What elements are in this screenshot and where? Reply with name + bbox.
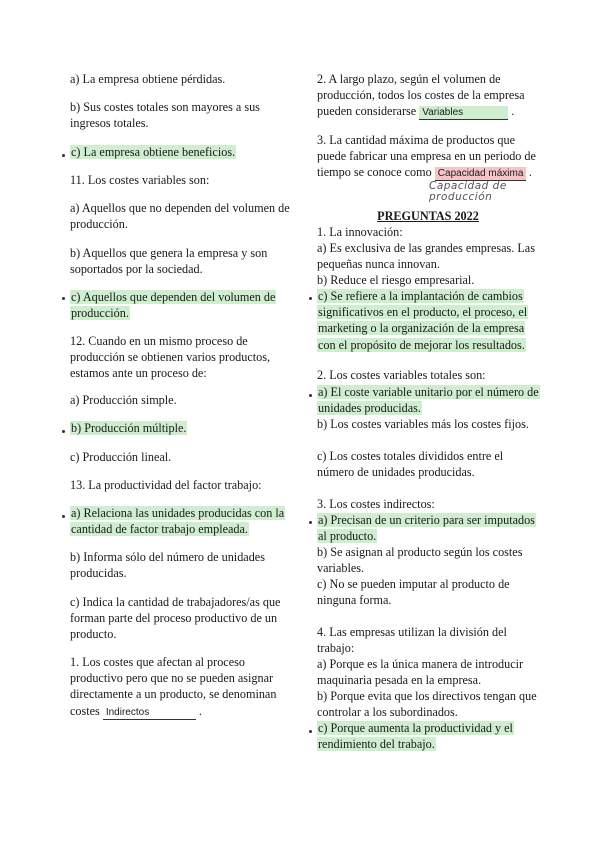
q11-option-c-highlight: c) Aquellos que dependen del volumen de producción. (71, 290, 276, 321)
q13-option-c: c) Indica la cantidad de trabajadores/as que forman parte del proceso productivo de un producto. (70, 595, 281, 642)
q10-option-b: b) Sus costes totales son mayores a sus ingresos totales. (70, 100, 260, 131)
bullet-dot (62, 154, 65, 157)
bullet-dot (309, 394, 312, 397)
bullet-dot (309, 521, 312, 524)
bullet-dot (62, 515, 65, 518)
section-title: PREGUNTAS 2022 (377, 209, 479, 223)
q12-option-c: c) Producción lineal. (70, 450, 172, 464)
q13-option-b: b) Informa sólo del número de unidades producidas. (70, 550, 265, 581)
p2-option-a (317, 384, 539, 416)
p1-option-c-highlight: c) Se refiere a la implantación de cambios significativos en el producto, el proceso, el marketing o la organización de la empresa con el propósito de mejorar los resultados. (318, 289, 528, 352)
p4-question: 4. Las empresas utilizan la división del trabajo: (317, 625, 507, 656)
q13-question: 13. La productividad del factor trabajo: (70, 478, 262, 492)
q10-option-a: a) La empresa obtiene pérdidas. (70, 72, 226, 86)
fill-answer-indirectos[interactable]: Indirectos (103, 706, 196, 720)
q11-option-b: b) Aquellos que genera la empresa y son soportados por la sociedad. (70, 246, 268, 277)
fill-question-2-end: . (511, 104, 515, 119)
q12-question: 12. Cuando en un mismo proceso de producción se obtienen varios productos, estamos ante un proceso de: (70, 334, 271, 381)
p4-option-c (317, 720, 539, 752)
bullet-dot (62, 297, 65, 300)
fill-question-1-text: 1. Los costes que afectan al proceso productivo pero que no se pueden asignar directamente a un producto, se denominan costes (70, 655, 277, 718)
p2-option-b: b) Los costes variables más los costes fijos. (317, 417, 529, 431)
p4-option-a: a) Porque es la única manera de introducir maquinaria pesada en la empresa. (317, 657, 524, 688)
p3-option-c: c) No se pueden imputar al producto de ninguna forma. (317, 577, 510, 608)
p3-option-a (317, 512, 539, 544)
q12-option-a: a) Producción simple. (70, 393, 177, 407)
q10-option-c-highlight: c) La empresa obtiene beneficios. (71, 145, 236, 159)
fill-question-2 (317, 71, 539, 120)
p2-option-a-highlight: a) El coste variable unitario por el número de unidades producidas. (318, 385, 539, 416)
fill-question-1-end: . (198, 703, 202, 718)
fill-answer-capacidad[interactable]: Capacidad máxima (435, 167, 526, 181)
p1-question: 1. La innovación: (317, 225, 403, 239)
q11-option-a: a) Aquellos que no dependen del volumen de producción. (70, 201, 290, 232)
fill-question-3-end: . (528, 165, 532, 180)
q13-option-a-highlight: a) Relaciona las unidades producidas con la cantidad de factor trabajo empleada. (71, 506, 285, 537)
p4-option-b: b) Porque evita que los directivos tengan que controlar a los subordinados. (317, 689, 537, 720)
q11-option-c (70, 289, 292, 321)
q11-question: 11. Los costes variables son: (70, 173, 210, 187)
p3-option-a-highlight: a) Precisan de un criterio para ser imputados al producto. (318, 513, 535, 544)
q10-option-c (70, 144, 292, 160)
p1-option-c (317, 288, 539, 353)
p1-option-b: b) Reduce el riesgo empresarial. (317, 273, 475, 287)
fill-question-2-text: 2. A largo plazo, según el volumen de producción, todos los costes de la empresa pueden considerarse (317, 72, 525, 119)
fill-question-1 (70, 654, 292, 720)
p4-option-c-highlight: c) Porque aumenta la productividad y el rendimiento del trabajo. (318, 721, 513, 752)
bullet-dot (62, 430, 65, 433)
bullet-dot (309, 297, 312, 300)
p2-option-c: c) Los costes totales divididos entre el número de unidades producidas. (317, 449, 504, 480)
p1-option-a: a) Es exclusiva de las grandes empresas. Las pequeñas nunca innovan. (317, 241, 535, 272)
q12-option-b (70, 420, 292, 436)
fill-question-3 (317, 132, 539, 181)
p3-question: 3. Los costes indirectos: (317, 497, 435, 511)
p2-question: 2. Los costes variables totales son: (317, 368, 486, 382)
fill-question-3-text: 3. La cantidad máxima de productos que puede fabricar una empresa en un periodo de tiempo se conoce como (317, 133, 536, 180)
q13-option-a (70, 505, 292, 537)
q12-option-b-highlight: b) Producción múltiple. (71, 421, 187, 435)
fill-answer-variables[interactable]: Variables (419, 106, 508, 120)
bullet-dot (309, 730, 312, 733)
handwritten-note: Capacidad de producción (429, 180, 507, 203)
p3-option-b: b) Se asignan al producto según los costes variables. (317, 545, 523, 576)
